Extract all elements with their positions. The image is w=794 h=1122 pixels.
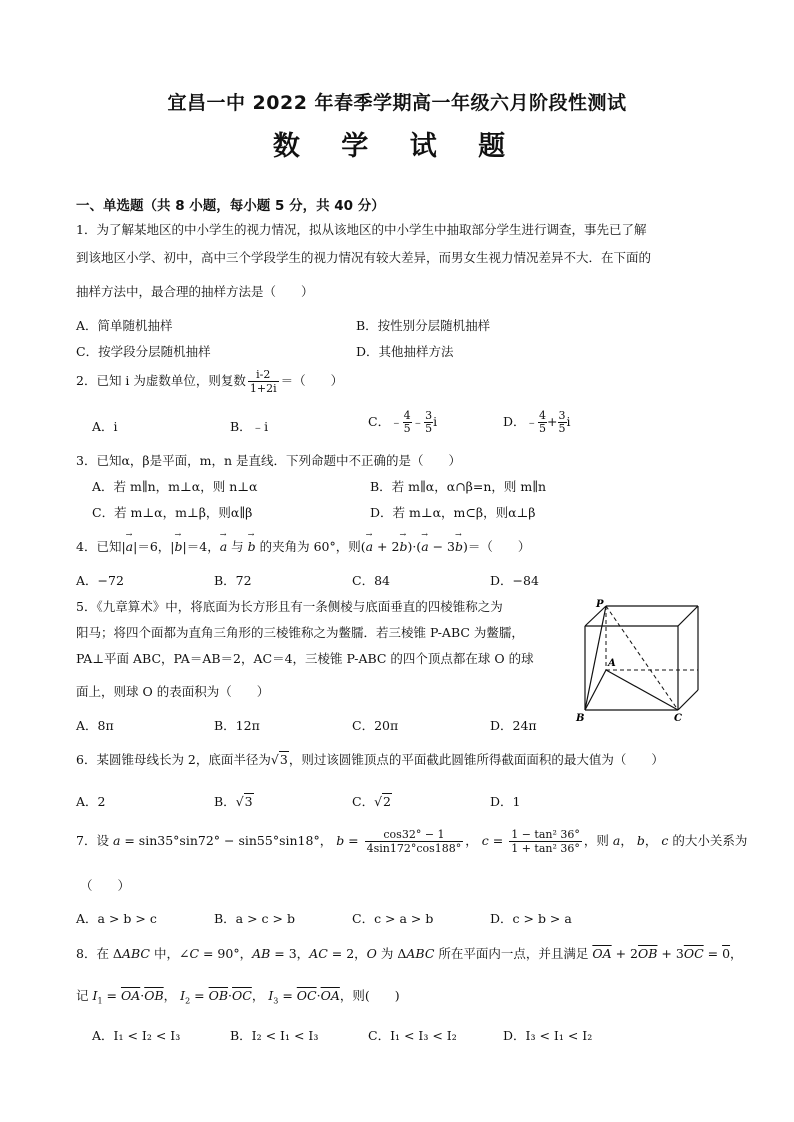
q7-option-d: D．c > b > a [490,911,572,926]
q2-fraction [248,368,279,395]
q7-answer-paren: （ ） [80,878,131,893]
q5-line1: 5．《九章算术》中，将底面为长方形且有一条侧棱与底面垂直的四棱锥称之为 [76,599,503,614]
q4-stem: 4．已知|→ a|＝6，|→ b|＝4，→ a 与 → b 的夹角为 60°，则(→ a + 2→ b)·(→ a − 3→ b)＝（ ） [76,537,530,555]
q8-line2: 记 $I_1 = \overline{OA}\cdot\overline{OB}$， $I_2 = \overline{OB}\cdot\overline{OC}$， $I_3 = \overline{OC}\cdot\overline{OA}$，则( ) [76,988,400,1006]
q7-option-a: A．a > b > c [76,911,157,926]
q4-option-d: D．−84 [490,573,539,588]
q2-option-d-label: D． [503,414,526,429]
q6-option-b-label: B． [214,794,236,809]
q6-option-d: D．1 [490,794,521,809]
q5-line3: PA⊥平面 ABC，PA＝AB＝2，AC＝4，三棱锥 P-ABC 的四个顶点都在球 O 的球 [76,651,534,666]
exam-title: 宜昌一中 2022 年春季学期高一年级六月阶段性测试 [167,92,627,114]
section-heading: 一、单选题（共 8 小题，每小题 5 分，共 40 分） [76,198,385,214]
q2-option-c-label: C． [368,414,391,429]
q5-pyramid-figure [570,598,700,723]
q1-option-d: D．其他抽样方法 [356,344,454,359]
fig-label-a: A [608,658,616,669]
q2-option-d: D．﹣ $\frac{4}{5}$ + $\frac{3}{5}$ i [503,409,571,435]
q6-stem: 6．某圆锥母线长为 2，底面半径为√3，则过该圆锥顶点的平面截此圆锥所得截面面积的最大值为（ ） [76,752,664,767]
q3-option-c: C．若 m⊥α，m⊥β，则α∥β [92,505,253,520]
q4-option-b: B．72 [214,573,252,588]
q3-option-a: A．若 m∥n，m⊥α，则 n⊥α [92,479,258,494]
q5-option-b: B．12π [214,718,260,733]
q5-option-a: A．8π [76,718,114,733]
q6-option-b: B．√3 [214,794,253,809]
q6-option-c: C．√2 [352,794,391,809]
q7-option-b: B．a > c > b [214,911,295,926]
q2-prefix: 2．已知 i 为虚数单位，则复数 [76,373,246,388]
q3-stem: 3．已知α，β是平面，m，n 是直线．下列命题中不正确的是（ ） [76,453,461,468]
q2-option-a: A．i [92,419,118,434]
exam-subject: 数 学 试 题 [272,131,522,162]
q1-line3: 抽样方法中，最合理的抽样方法是（ ） [76,284,314,299]
fig-label-b: B [576,713,585,723]
q2-numerator: i-2 [248,368,279,382]
q7-stem: 7．设 a = sin35°sin72° − sin55°sin18°， b = $\frac{\cos 32^\circ - 1}{4\sin 172^\circ\cos 188^\circ}$ ， c = $\frac{\text{1 − tan² 36°}}{\text{1 + tan² 36°}}$ ，则 a， b， c 的大小关系为 [76,828,748,855]
q6-option-c-label: C． [352,794,375,809]
q5-line2: 阳马；将四个面都为直角三角形的三棱锥称之为鳖臑．若三棱锥 P-ABC 为鳖臑， [76,625,524,640]
q3-option-b: B．若 m∥α，α∩β=n，则 m∥n [370,479,547,494]
q1-option-b: B．按性别分层随机抽样 [356,318,491,333]
q5-option-d: D．24π [490,718,537,733]
q5-line4: 面上，则球 O 的表面积为（ ） [76,684,270,699]
fig-label-p: P [596,599,604,610]
q8-option-d: D．I₃ < I₁ < I₂ [503,1028,593,1043]
q8-line1: 8．在 ΔABC 中，∠C = 90°，AB = 3，AC = 2，O 为 ΔABC 所在平面内一点，并且满足 $\overline{OA} + 2\overline{OB} + 3\overline{OC} = 0$， [76,946,743,961]
q6-suffix: ，则过该圆锥顶点的平面截此圆锥所得截面面积的最大值为（ ） [288,752,664,767]
q8-option-b: B．I₂ < I₁ < I₃ [230,1028,319,1043]
q4-option-a: A．−72 [76,573,124,588]
q1-line1: 1．为了解某地区的中小学生的视力情况，拟从该地区的中小学生中抽取部分学生进行调查，事先已了解 [76,222,647,237]
q2-denominator: 1+2i [249,382,277,395]
q6-prefix: 6．某圆锥母线长为 2，底面半径为 [76,752,271,767]
q7-option-c: C．c > a > b [352,911,434,926]
q8-option-a: A．I₁ < I₂ < I₃ [92,1028,181,1043]
q4-option-c: C．84 [352,573,390,588]
q2-suffix: ＝（ ） [280,373,344,388]
q8-option-c: C．I₁ < I₃ < I₂ [368,1028,457,1043]
q2-option-c: C．﹣ $\frac{4}{5}$ ﹣ $\frac{3}{5}$ i [368,409,438,435]
q2-option-b: B．﹣i [230,419,269,434]
q1-option-a: A．简单随机抽样 [76,318,173,333]
fig-label-c: C [674,713,682,723]
q5-option-c: C．20π [352,718,399,733]
q2-stem [76,368,343,395]
q1-line2: 到该地区小学、初中，高中三个学段学生的视力情况有较大差异，而男女生视力情况差异不大．在下面的 [76,250,652,265]
q3-option-d: D．若 m⊥α，m⊂β，则α⊥β [370,505,536,520]
q6-option-a: A．2 [76,794,106,809]
q1-option-c: C．按学段分层随机抽样 [76,344,211,359]
